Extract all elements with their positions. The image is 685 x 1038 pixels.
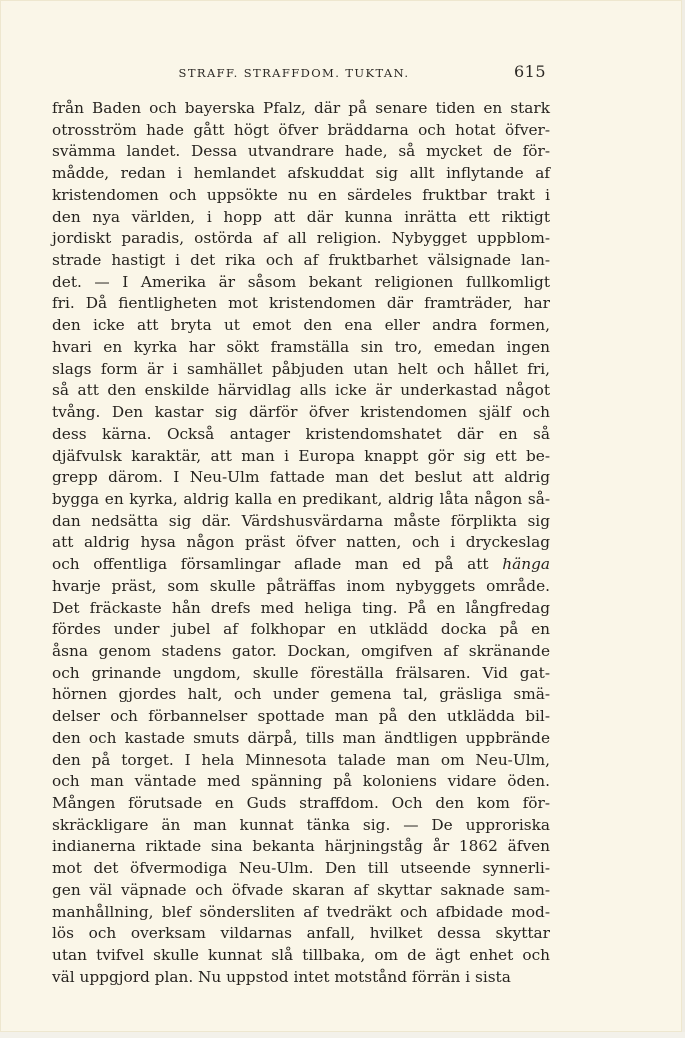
- text-line: hvari en kyrka har sökt framställa sin tro, emedan ingen: [52, 337, 550, 356]
- text-line: från Baden och bayerska Pfalz, där på senare tiden en stark: [52, 99, 550, 117]
- text-line: det. — I Amerika är såsom bekant religionen fullkomligt: [52, 272, 550, 291]
- text-line: skräckligare än man kunnat tänka sig. — De upproriska: [52, 815, 550, 834]
- text-line: väl uppgjord plan. Nu uppstod intet motstånd förrän i sista: [52, 967, 511, 986]
- text-line: lös och overksam vildarnas anfall, hvilket dessa skyttar: [52, 924, 550, 943]
- text-line: strade hastigt i det rika och af fruktbarhet välsignade lan-: [52, 251, 550, 270]
- text-line: tvång. Den kastar sig därför öfver kristendomen själf och: [52, 403, 550, 422]
- text-line: grepp därom. I Neu-Ulm fattade man det beslut att aldrig: [52, 468, 550, 487]
- text-line: och man väntade med spänning på koloniens vidare öden.: [52, 772, 550, 791]
- text-line: delser och förbannelser spottade man på den utklädda bil-: [52, 707, 550, 726]
- text-line: utan tvifvel skulle kunnat slå tillbaka, om de ägt enhet och: [52, 946, 550, 965]
- text-line: gen väl väpnade och öfvade skaran af skyttar saknade sam-: [52, 880, 550, 899]
- text-line: fri. Då fientligheten mot kristendomen där framträder, har: [52, 294, 550, 313]
- text-line: så att den enskilde härvidlag alls icke är underkastad något: [52, 381, 550, 400]
- text-line: Det fräckaste hån drefs med heliga ting. På en långfredag: [52, 598, 550, 617]
- text-line: den och kastade smuts därpå, tills man ändtligen uppbrände: [52, 728, 550, 747]
- text-line: svämma landet. Dessa utvandrare hade, så mycket de för-: [52, 142, 550, 161]
- text-line-start: och offentliga församlingar aflade man ed på att: [52, 555, 489, 574]
- text-line: den på torget. I hela Minnesota talade man om Neu-Ulm,: [52, 750, 550, 769]
- text-line: bygga en kyrka, aldrig kalla en predikant, aldrig låta någon så-: [52, 489, 550, 508]
- text-line: hörnen gjordes halt, och under gemena tal, gräsliga smä-: [52, 685, 550, 704]
- text-line: hvarje präst, som skulle påträffas inom nybyggets område.: [52, 576, 550, 595]
- text-line: otrosström hade gått högt öfver bräddarna och hotat öfver-: [52, 120, 550, 139]
- text-line: mot det öfvermodiga Neu-Ulm. Den till utseende synnerli-: [52, 859, 550, 878]
- page-edge-bottom: [0, 1032, 685, 1038]
- text-line: åsna genom stadens gator. Dockan, omgifven af skränande: [52, 641, 550, 660]
- text-line: den icke att bryta ut emot den ena eller andra formen,: [52, 316, 550, 335]
- text-line: Mången förutsade en Guds straffdom. Och den kom för-: [52, 794, 550, 812]
- text-line: mådde, redan i hemlandet afskuddat sig allt inflytande af: [52, 164, 550, 183]
- text-line: kristendomen och uppsökte nu en särdeles fruktbar trakt i: [52, 185, 550, 204]
- text-line: den nya världen, i hopp att där kunna inrätta ett riktigt: [52, 207, 550, 226]
- running-title: STRAFF. STRAFFDOM. TUKTAN.: [178, 66, 410, 80]
- page-number: 615: [513, 62, 546, 81]
- text-line: jordiskt paradis, ostörda af all religion. Nybygget uppblom-: [52, 229, 550, 248]
- text-line: att aldrig hysa någon präst öfver natten, och i dryckeslag: [52, 533, 550, 552]
- running-head: [52, 62, 546, 86]
- text-line: dess kärna. Också antager kristendomshatet där en så: [52, 424, 550, 443]
- text-line: dan nedsätta sig där. Värdshusvärdarna måste förplikta sig: [52, 511, 550, 530]
- text-line-with-italic: [52, 554, 550, 576]
- text-line: indianerna riktade sina bekanta härjningståg år 1862 äfven: [52, 837, 550, 856]
- text-line: och grinande ungdom, skulle föreställa frälsaren. Vid gat-: [52, 663, 550, 682]
- text-line: fördes under jubel af folkhopar en utklädd docka på en: [52, 620, 550, 639]
- text-line: slags form är i samhället påbjuden utan helt och hållet fri,: [52, 359, 550, 378]
- italic-word: hänga: [502, 555, 550, 574]
- text-line: djäfvulsk karaktär, att man i Europa knappt gör sig ett be-: [52, 446, 550, 465]
- body-text: [52, 98, 550, 988]
- text-line: manhållning, blef söndersliten af tvedräkt och afbidade mod-: [52, 902, 550, 921]
